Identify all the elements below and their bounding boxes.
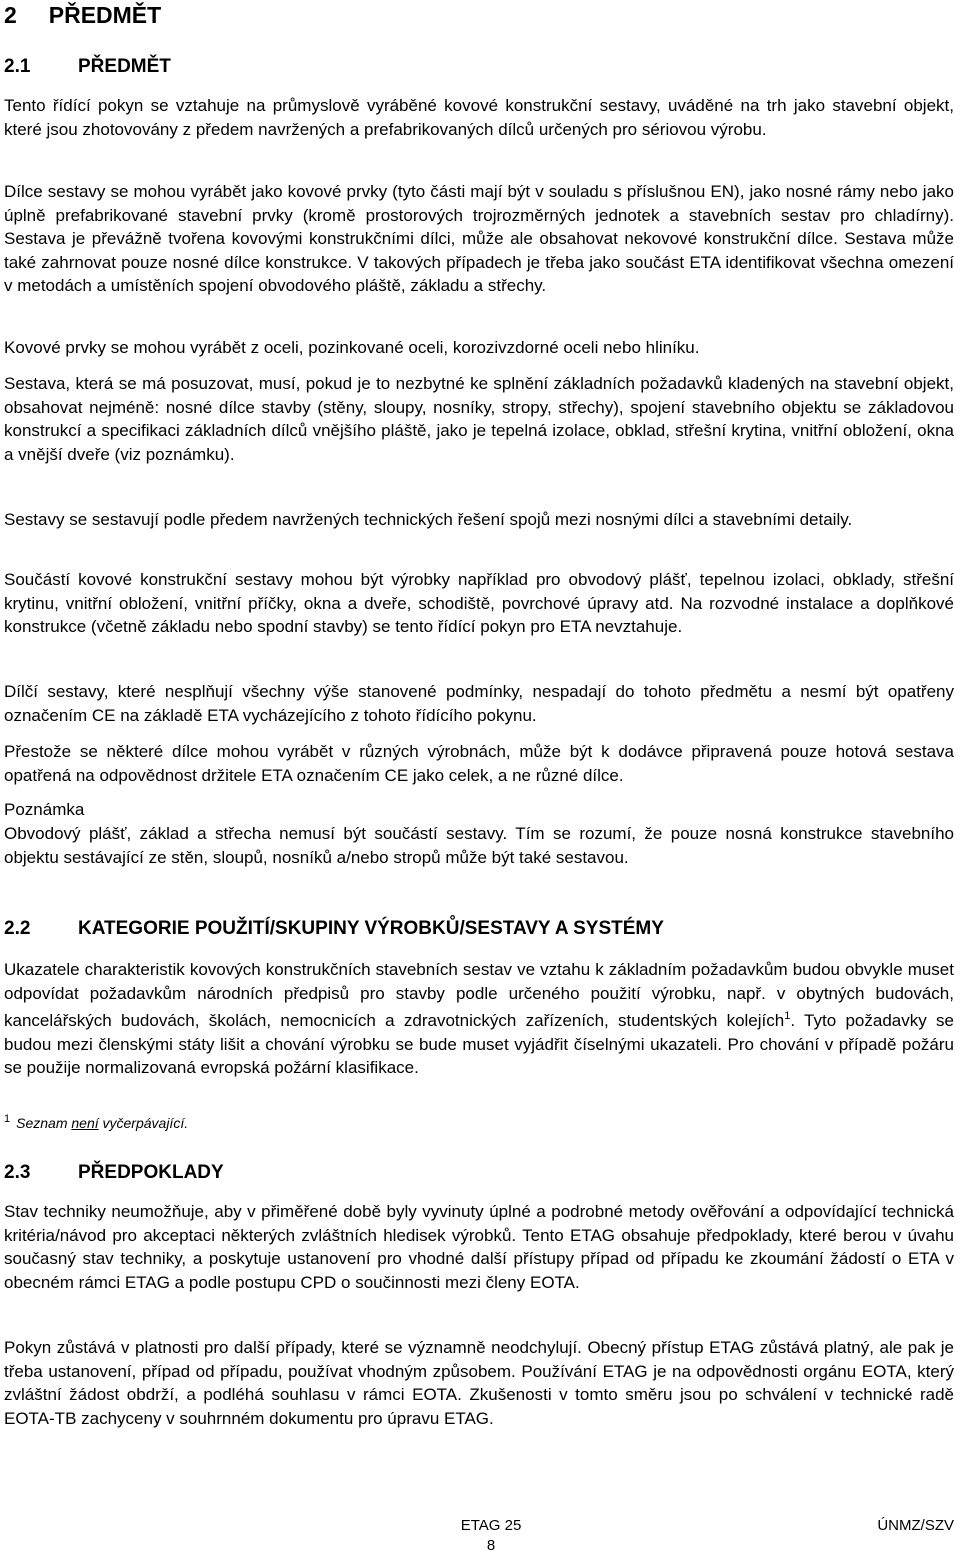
paragraph: Tento řídící pokyn se vztahuje na průmyslově vyráběné kovové konstrukční sestavy, uváděné na trh jako stavební objekt, které jsou zhotovovány z předem navržených a prefabrikovaných dílců určených pro sériovou výrobu. <box>4 96 954 139</box>
paragraph: Kovové prvky se mohou vyrábět z oceli, pozinkované oceli, korozivzdorné oceli nebo hliníku. <box>4 338 700 357</box>
footnote-mark: 1 <box>4 1113 11 1125</box>
note-text: Obvodový plášť, základ a střecha nemusí být součástí sestavy. Tím se rozumí, že pouze nosná konstrukce stavebního objektu sestávající ze stěn, sloupů, nosníků a/nebo stropů může být také sestavou. <box>4 824 954 867</box>
section-heading-2-2 <box>4 918 954 940</box>
footnote <box>4 1113 954 1131</box>
paragraph <box>4 958 954 1080</box>
heading-level1 <box>4 2 161 29</box>
paragraph-text: . Tyto požadavky se budou mezi členskými státy lišit a chování výrobku se bude muset vyjádřit číselnými ukazateli. Pro chování v případě požáru se použije normalizovaná evropská požární klasifikace. <box>4 1011 954 1077</box>
section-number: 2.2 <box>4 918 31 939</box>
paragraph: Dílčí sestavy, které nesplňují všechny výše stanovené podmínky, nespadají do tohoto předmětu a nesmí být opatřeny označením CE na základě ETA vycházejícího z tohoto řídícího pokynu. <box>4 682 954 725</box>
page-footer-center <box>448 1516 534 1556</box>
note-label: Poznámka <box>4 800 85 819</box>
paragraph: Pokyn zůstává v platnosti pro další případy, které se významně neodchylují. Obecný přístup ETAG zůstává platný, ale pak je třeba ustanovení, případ od případu, používat vhodným způsobem. Používání ETAG je na odpovědnosti orgánu EOTA, který zvláštní žádost obdrží, a podléhá souhlasu v rámci EOTA. Zkušenosti v tomto směru jsou po schválení v technické radě EOTA-TB zachyceny v souhrnném dokumentu pro úpravu ETAG. <box>4 1338 954 1428</box>
section-number: 2.3 <box>4 1162 31 1183</box>
section-number: 2.1 <box>4 56 31 77</box>
paragraph: Stav techniky neumožňuje, aby v přiměřené době byly vyvinuty úplné a podrobné metody ověřování a odpovídající technická kritéria/návod pro akceptaci některých zvláštních hledisek výrobků. Tento ETAG obsahuje předpoklady, které berou v úvahu současný stav techniky, a poskytuje ustanovení pro vhodné další přístupy případ od případu ke zkoumání žádostí o ETA v obecném rámci ETAG a podle postupu CPD o součinnosti mezi členy EOTA. <box>4 1202 954 1292</box>
page-number: 8 <box>486 1537 496 1554</box>
paragraph: Sestava, která se má posuzovat, musí, pokud je to nezbytné ke splnění základních požadavků kladených na stavební objekt, obsahovat nejméně: nosné dílce stavby (stěny, sloupy, nosníky, stropy, střechy), spojení stavebního objektu se základovou konstrukcí a specifikaci základních dílců vnějšího pláště, jako je tepelná izolace, obklad, střešní krytina, vnitřní obložení, okna a vnější dveře (viz poznámku). <box>4 374 954 464</box>
section-title: PŘEDPOKLADY <box>78 1162 224 1183</box>
heading-title: PŘEDMĚT <box>48 2 162 28</box>
section-title: KATEGORIE POUŽITÍ/SKUPINY VÝROBKŮ/SESTAVY A SYSTÉMY <box>78 918 664 939</box>
paragraph: Přestože se některé dílce mohou vyrábět v různých výrobnách, může být k dodávce připravená pouze hotová sestava opatřená na odpovědnost držitele ETA označením CE jako celek, a ne různé dílce. <box>4 742 954 785</box>
footnote-emphasis: není <box>71 1115 99 1131</box>
footnote-reference: 1 <box>784 1010 791 1022</box>
footnote-text: vyčerpávající. <box>98 1115 189 1131</box>
section-heading-2-3 <box>4 1162 954 1184</box>
heading-number: 2 <box>4 2 17 28</box>
footnote-text: Seznam <box>16 1115 72 1131</box>
section-title: PŘEDMĚT <box>78 56 171 77</box>
footer-organization: ÚNMZ/SZV <box>877 1517 954 1534</box>
paragraph-text: Ukazatele charakteristik kovových konstrukčních stavebních sestav ve vztahu k základním požadavkům budou obvykle muset odpovídat požadavkům národních předpisů pro stavby podle určeného použití výrobku, např. v obytných budovách, kancelářských budovách, školách, nemocnicích a zdravotnických zařízeních, studentských kolejích <box>4 960 954 1030</box>
paragraph: Sestavy se sestavují podle předem navržených technických řešení spojů mezi nosnými dílci a stavebními detaily. <box>4 510 853 529</box>
paragraph: Dílce sestavy se mohou vyrábět jako kovové prvky (tyto části mají být v souladu s příslušnou EN), jako nosné rámy nebo jako úplně prefabrikované stavební prvky (kromě prostorových trojrozměrných jednotek a stavebních sestav pro chladírny). Sestava je převážně tvořena kovovými konstrukčními dílci, může ale obsahovat nekovové konstrukční dílce. Sestava může také zahrnovat pouze nosné dílce konstrukce. V takových případech je třeba jako součást ETA identifikovat všechna omezení v metodách a umístěních spojení obvodového pláště, základu a střechy. <box>4 182 954 295</box>
footer-document-id: ETAG 25 <box>460 1517 522 1534</box>
paragraph: Součástí kovové konstrukční sestavy mohou být výrobky například pro obvodový plášť, tepelnou izolaci, obklady, střešní krytinu, vnitřní obložení, vnitřní příčky, okna a dveře, schodiště, povrchové úpravy atd. Na rozvodné instalace a doplňkové konstrukce (včetně základu nebo spodní stavby) se tento řídící pokyn pro ETA nevztahuje. <box>4 570 954 636</box>
section-heading-2-1 <box>4 56 954 78</box>
